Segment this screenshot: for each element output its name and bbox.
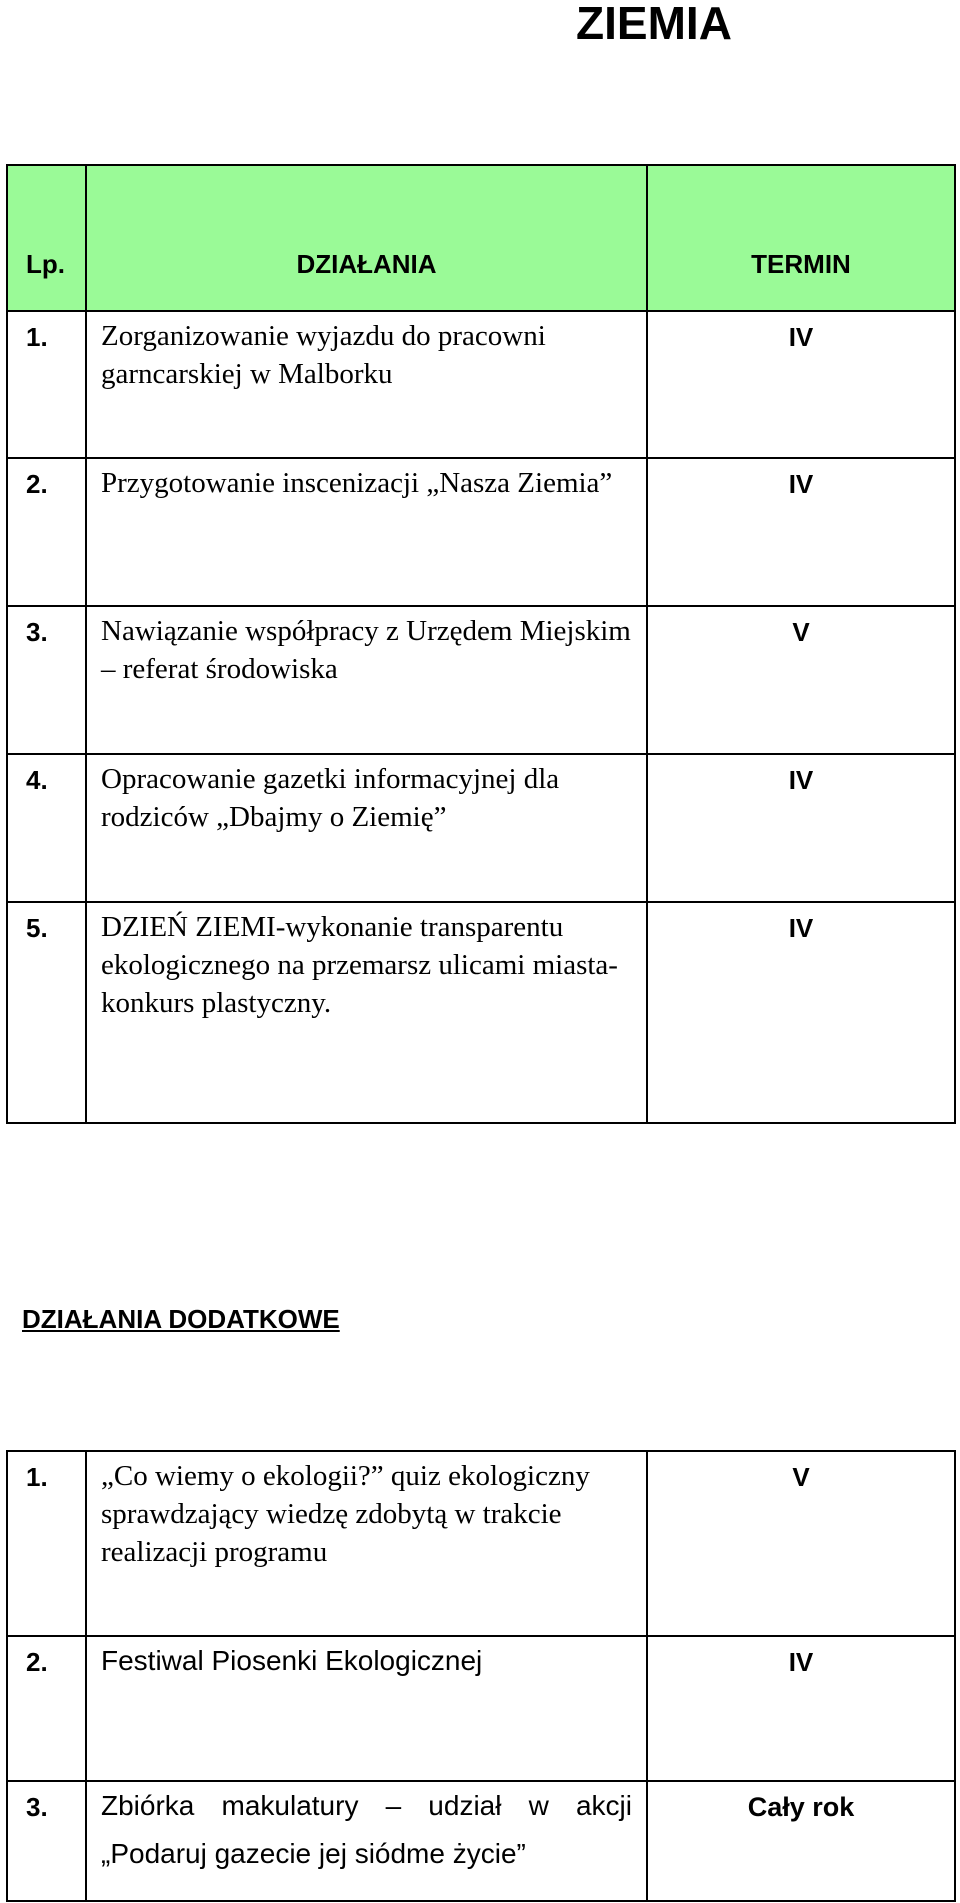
- table-row: [7, 606, 955, 754]
- header-term-cell: [647, 165, 955, 311]
- additional-actions-table: [6, 1450, 956, 1902]
- row-term: V: [792, 1462, 810, 1492]
- header-actions: DZIAŁANIA: [296, 249, 437, 279]
- row-term: IV: [788, 469, 814, 499]
- row-term: IV: [788, 765, 814, 795]
- row-term: Cały rok: [747, 1792, 855, 1822]
- row-action: Opracowanie gazetki informacyjnej dla rodziców „Dbajmy o Ziemię”: [101, 763, 560, 833]
- table-row: [7, 1781, 955, 1901]
- header-lp: Lp.: [26, 249, 65, 279]
- row-number: 2.: [26, 1647, 48, 1677]
- table-row: [7, 1451, 955, 1636]
- row-action: Przygotowanie inscenizacji „Nasza Ziemia”: [101, 467, 613, 499]
- page-title: ZIEMIA: [576, 0, 732, 49]
- row-number: 3.: [26, 617, 48, 647]
- table-row: [7, 902, 955, 1123]
- row-number: 1.: [26, 322, 48, 352]
- row-term: IV: [788, 322, 814, 352]
- table-row: [7, 1636, 955, 1781]
- row-term: IV: [788, 1647, 814, 1677]
- actions-table: [6, 164, 956, 1124]
- row-number: 5.: [26, 913, 48, 943]
- row-number: 4.: [26, 765, 48, 795]
- table-row: [7, 458, 955, 606]
- row-action: Festiwal Piosenki Ekologicznej: [101, 1645, 483, 1676]
- row-term: V: [792, 617, 810, 647]
- row-action: Nawiązanie współpracy z Urzędem Miejskim – referat środowiska: [101, 615, 631, 685]
- row-action: Zorganizowanie wyjazdu do pracowni garncarskiej w Malborku: [101, 320, 546, 390]
- table-header-row: [7, 165, 955, 311]
- table-row: [7, 311, 955, 458]
- header-lp-cell: [7, 165, 86, 311]
- row-number: 1.: [26, 1462, 48, 1492]
- header-term: TERMIN: [751, 249, 851, 279]
- section-title: DZIAŁANIA DODATKOWE: [22, 1304, 340, 1334]
- row-number: 3.: [26, 1792, 48, 1822]
- table-row: [7, 754, 955, 902]
- row-term: IV: [788, 913, 814, 943]
- row-action: Zbiórka makulatury – udział w akcji „Podaruj gazecie jej siódme życie”: [101, 1790, 632, 1869]
- row-action: DZIEŃ ZIEMI-wykonanie transparentu ekologicznego na przemarsz ulicami miasta- konkurs plastyczny.: [101, 911, 618, 1019]
- row-action: „Co wiemy o ekologii?” quiz ekologiczny sprawdzający wiedzę zdobytą w trakcie realizacji programu: [101, 1460, 590, 1568]
- header-actions-cell: [86, 165, 647, 311]
- row-number: 2.: [26, 469, 48, 499]
